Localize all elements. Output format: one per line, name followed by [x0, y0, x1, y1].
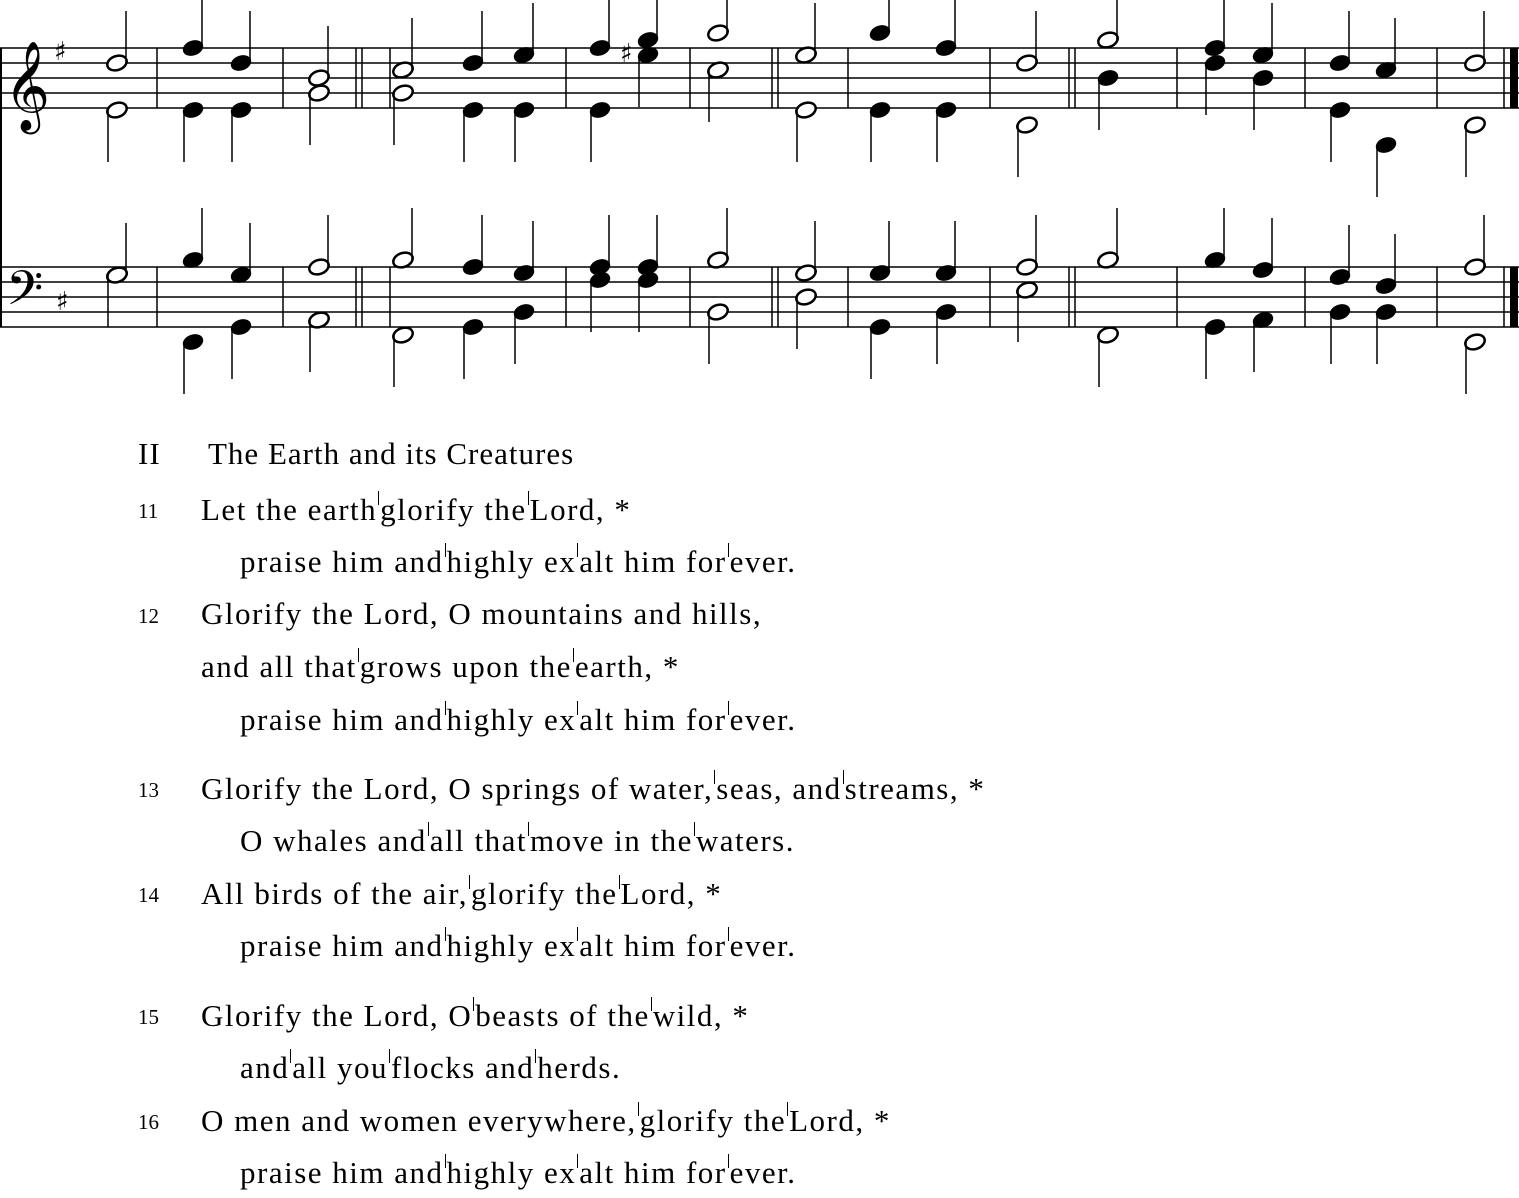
verse-text: ever. — [729, 1155, 797, 1190]
pointing-mark — [528, 822, 529, 836]
bass-staff — [0, 267, 1519, 327]
verse-text: Glorify the Lord, O — [201, 998, 473, 1033]
verse-text: praise him and — [240, 1155, 444, 1190]
pointing-mark — [573, 648, 574, 662]
pointing-mark — [619, 875, 620, 889]
verse-text: ever. — [729, 928, 797, 963]
verse-text: alt him for — [579, 928, 727, 963]
verse-text: ever. — [729, 544, 797, 579]
pointing-mark — [358, 648, 359, 662]
pointing-mark — [445, 1154, 446, 1168]
verse-line — [240, 1049, 621, 1086]
verse-line — [201, 648, 680, 685]
verse-line — [201, 1102, 891, 1139]
verse-text: herds. — [537, 1050, 622, 1085]
music-score — [0, 0, 1519, 400]
verse-line — [201, 491, 631, 528]
verse-text: Lord, * — [620, 876, 723, 911]
verse-text: Glorify the Lord, O springs of water, — [201, 771, 714, 806]
verse-line — [240, 543, 797, 580]
verse-text: highly ex — [446, 928, 577, 963]
section-numeral: II — [138, 436, 161, 471]
verse-text: grows upon the — [359, 649, 572, 684]
verse-number: 16 — [138, 1110, 159, 1134]
verse-text: all you — [292, 1050, 389, 1085]
section-heading — [138, 436, 574, 472]
verse-line — [201, 770, 985, 807]
verse-text: wild, * — [652, 998, 750, 1033]
verse-line — [240, 1154, 797, 1191]
verse-number: 11 — [138, 499, 159, 523]
verse-number: 15 — [138, 1005, 159, 1029]
verse-text: glorify the — [380, 492, 527, 527]
pointing-mark — [843, 770, 844, 784]
verse-text: highly ex — [446, 702, 577, 737]
verse-text: waters. — [695, 823, 795, 858]
verse-text: Let the earth — [201, 492, 378, 527]
pointing-mark — [389, 1049, 390, 1063]
verse-text: praise him and — [240, 544, 444, 579]
verse-text: highly ex — [446, 544, 577, 579]
verse-text: praise him and — [240, 928, 444, 963]
verse-text: all that — [429, 823, 527, 858]
verse-number: 13 — [138, 778, 159, 802]
verse-text: earth, * — [574, 649, 680, 684]
verse-text: alt him for — [579, 544, 727, 579]
section-title: The Earth and its Creatures — [208, 436, 575, 471]
verse-text: Glorify the Lord, O mountains and hills, — [201, 596, 763, 631]
verse-text: and all that — [201, 649, 357, 684]
svg-text:♯: ♯ — [620, 39, 633, 69]
verse-text: alt him for — [579, 1155, 727, 1190]
verse-text: flocks and — [391, 1050, 535, 1085]
bass-clef-icon: 𝄢 — [6, 260, 44, 328]
verse-line — [201, 875, 722, 912]
verse-line — [201, 596, 762, 632]
pointing-mark — [728, 543, 729, 557]
verse-number: 12 — [138, 604, 159, 628]
verse-text: O men and women everywhere, — [201, 1103, 637, 1138]
pointing-mark — [728, 701, 729, 715]
pointing-mark — [694, 822, 695, 836]
pointing-mark — [528, 491, 529, 505]
pointing-mark — [445, 927, 446, 941]
pointing-mark — [445, 543, 446, 557]
pointing-mark — [638, 1102, 639, 1116]
treble-clef-icon: 𝄞 — [4, 41, 51, 131]
pointing-mark — [728, 927, 729, 941]
verse-line — [240, 701, 797, 738]
verse-line — [240, 927, 797, 964]
verse-text: ever. — [729, 702, 797, 737]
verse-text: glorify the — [471, 876, 618, 911]
svg-text:♯: ♯ — [56, 287, 69, 317]
verse-text: and — [240, 1050, 290, 1085]
pointing-mark — [428, 822, 429, 836]
verse-line — [201, 997, 749, 1034]
verse-text: move in the — [529, 823, 693, 858]
pointing-mark — [378, 491, 379, 505]
pointing-mark — [445, 701, 446, 715]
verse-text: streams, * — [844, 771, 986, 806]
verse-text: Lord, * — [529, 492, 632, 527]
verse-number: 14 — [138, 883, 159, 907]
verse-text: beasts of the — [475, 998, 650, 1033]
verse-text: O whales and — [240, 823, 427, 858]
verse-text: All birds of the air, — [201, 876, 469, 911]
verse-text: Lord, * — [789, 1103, 891, 1138]
verse-text: seas, and — [716, 771, 842, 806]
pointing-mark — [469, 875, 470, 889]
pointing-mark — [787, 1102, 788, 1116]
verse-text: highly ex — [446, 1155, 577, 1190]
verse-text: alt him for — [579, 702, 727, 737]
treble-staff — [0, 48, 1519, 108]
pointing-mark — [651, 997, 652, 1011]
pointing-mark — [728, 1154, 729, 1168]
svg-text:♯: ♯ — [54, 37, 67, 67]
verse-text: praise him and — [240, 702, 444, 737]
verse-text: glorify the — [639, 1103, 787, 1138]
verse-line — [240, 822, 795, 859]
